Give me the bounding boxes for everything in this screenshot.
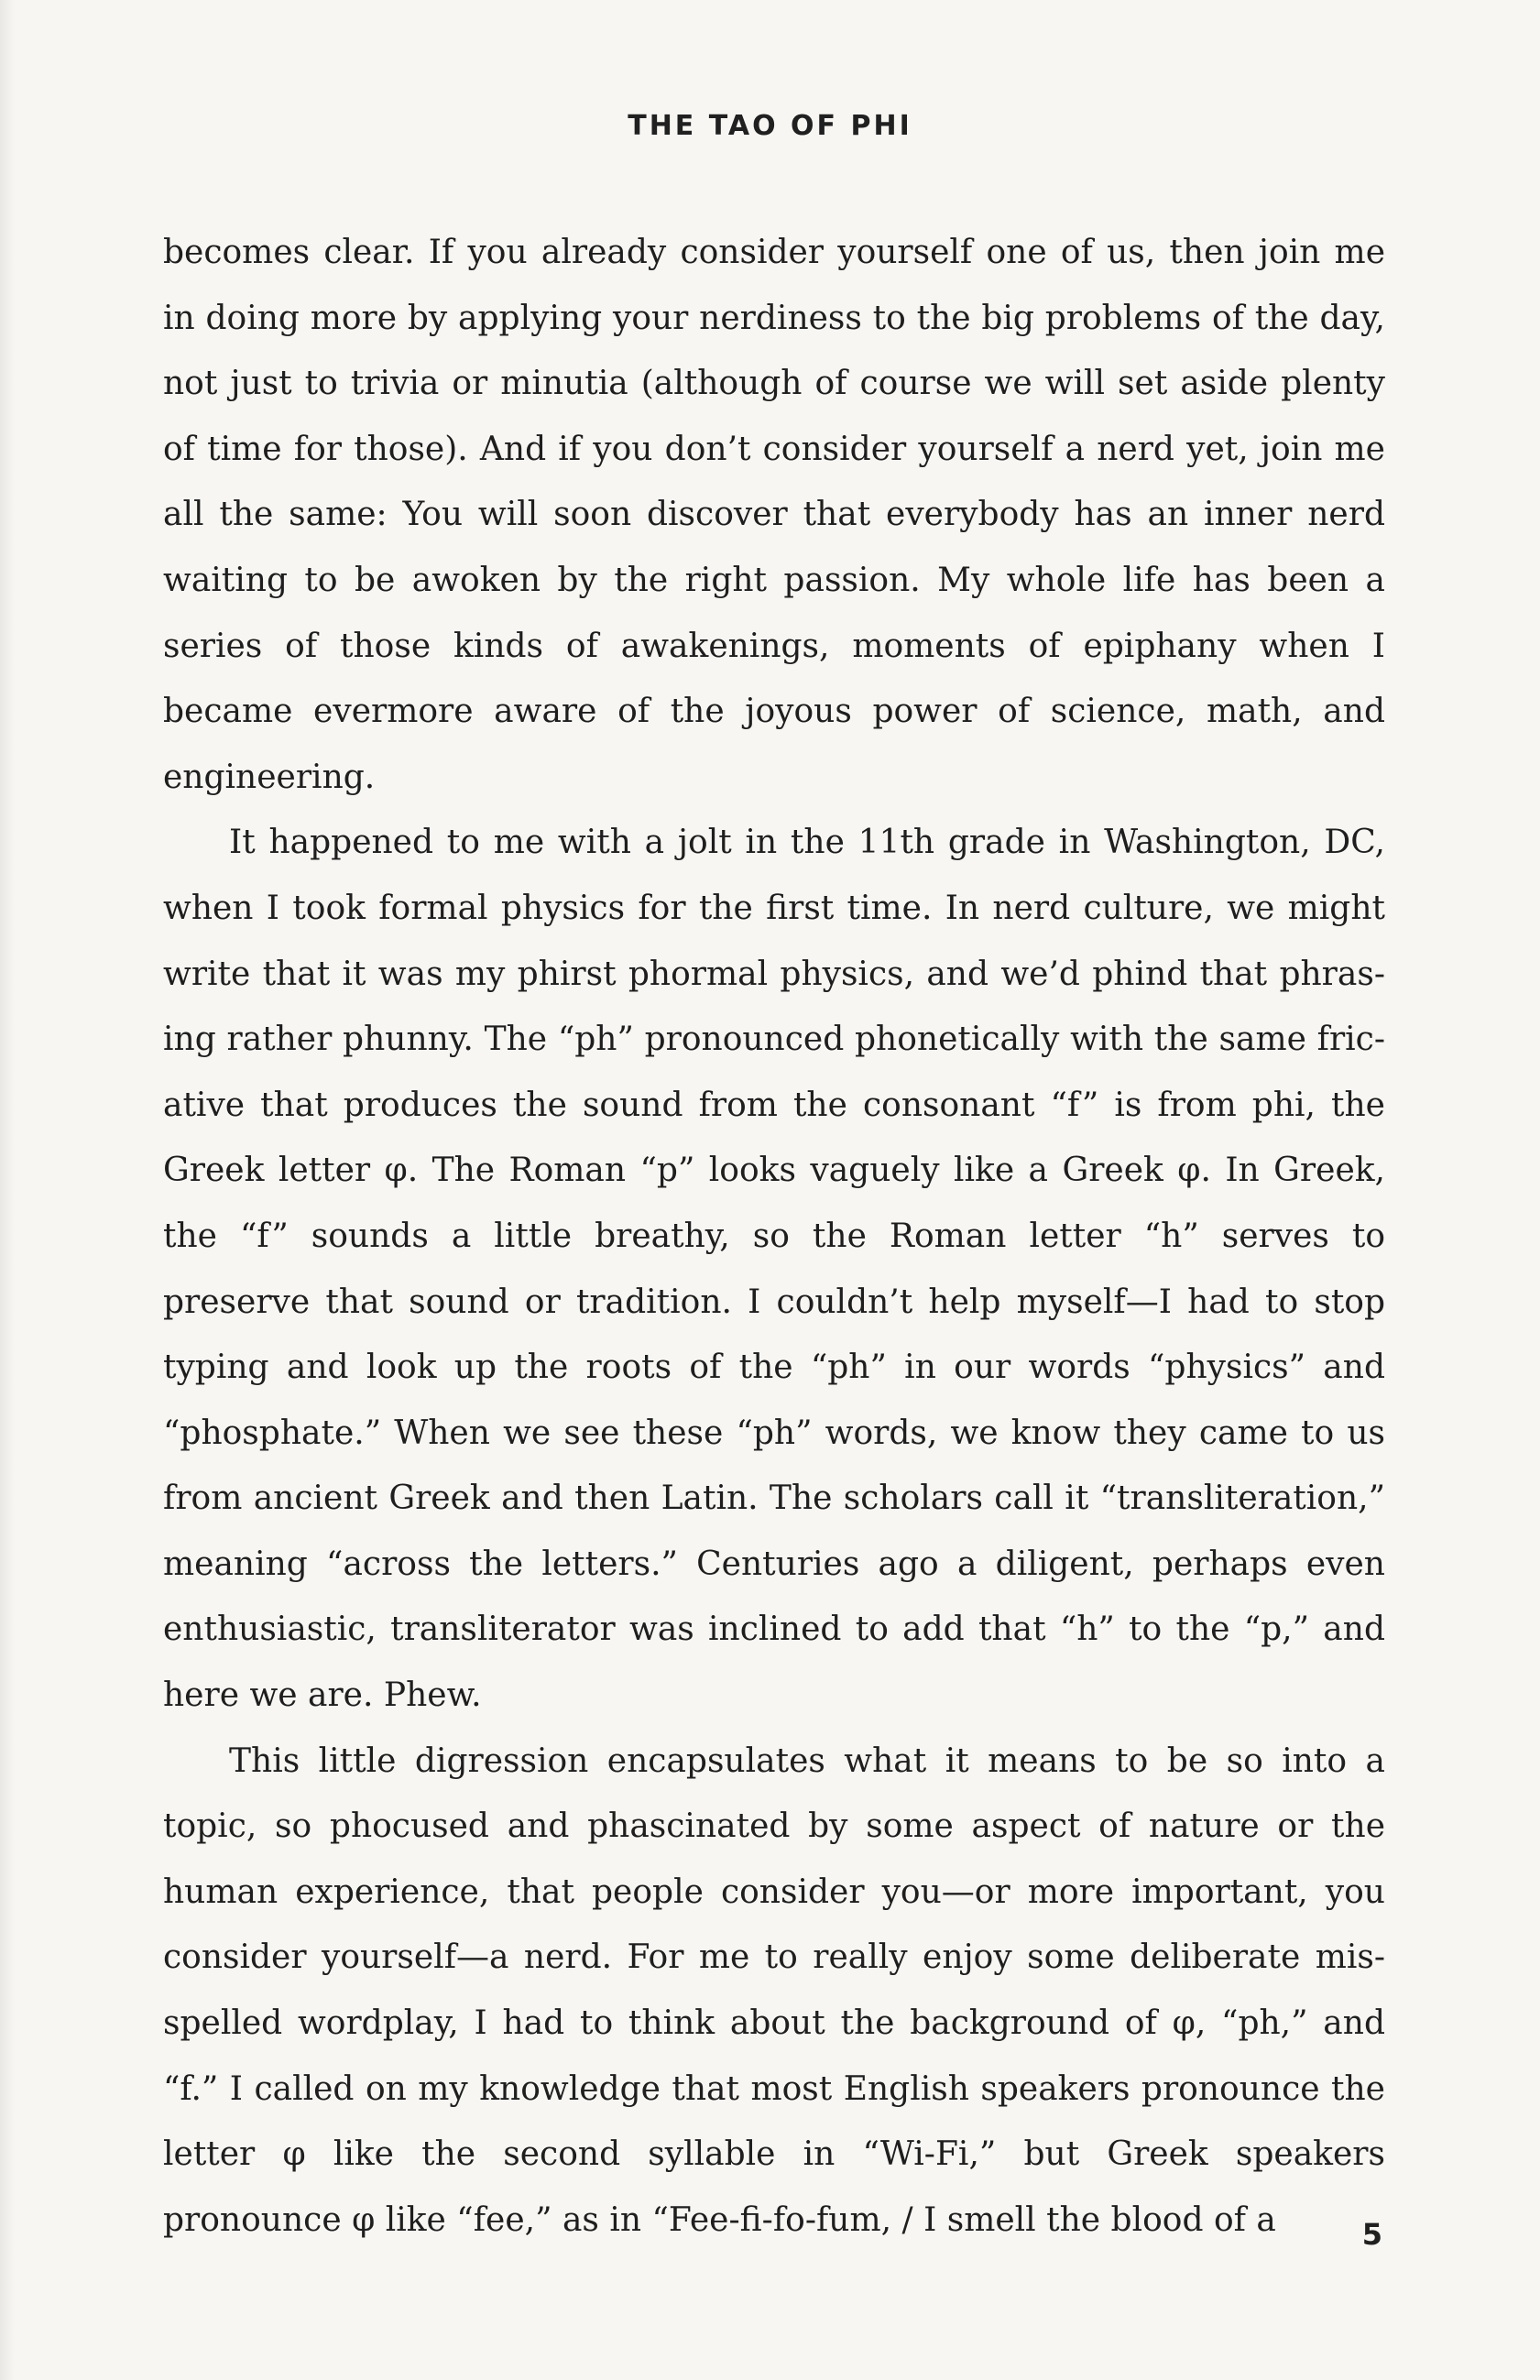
body-text xyxy=(163,220,1385,2253)
page-edge-shadow xyxy=(0,0,15,2380)
paragraph: This little digression encapsulates what it means to be so into a topic, so phocused and phascinated by some aspect of nature or the human experience, that people consider you—or more important, you consider yourself—a nerd. For me to really enjoy some deliberate misspelled wordplay, I had to think about the background of φ, “ph,” and “f.” I called on my knowledge that most English speakers pronounce the letter φ like the second syllable in “Wi-Fi,” but Greek speakers pronounce φ like “fee,” as in “Fee-fi-fo-fum, / I smell the blood of a xyxy=(163,1741,1385,2239)
paragraph: It happened to me with a jolt in the 11th grade in Washington, DC, when I took formal physics for the first time. In nerd culture, we might write that it was my phirst phormal physics, and we’d phind that phrasing rather phunny. The “ph” pronounced phonetically with the same fricative that produces the sound from the consonant “f” is from phi, the Greek letter φ. The Roman “p” looks vaguely like a Greek φ. In Greek, the “f” sounds a little breathy, so the Roman letter “h” serves to preserve that sound or tradition. I couldn’t help myself—I had to stop typing and look up the roots of the “ph” in our words “physics” and “phosphate.” When we see these “ph” words, we know they came to us from ancient Greek and then Latin. The scholars call it “transliteration,” meaning “across the letters.” Centuries ago a diligent, perhaps even enthusiastic, transliterator was inclined to add that “h” to the “p,” and here we are. Phew. xyxy=(163,824,1385,1715)
running-header-title: THE TAO OF PHI xyxy=(628,110,912,142)
paragraph-continuation: becomes clear. If you already consider yourself one of us, then join me in doing more by applying your nerdiness to the big problems of the day, not just to trivia or minutia (although of course we will set aside plenty of time for those). And if you don’t consider yourself a nerd yet, join me all the same: You will soon discover that everybody has an inner nerd waiting to be awoken by the right passion. My whole life has been a series of those kinds of awakenings, moments of epiphany when I became evermore aware of the joyous power of science, math, and engineering. xyxy=(163,234,1385,796)
page-number: 5 xyxy=(1361,2217,1382,2252)
